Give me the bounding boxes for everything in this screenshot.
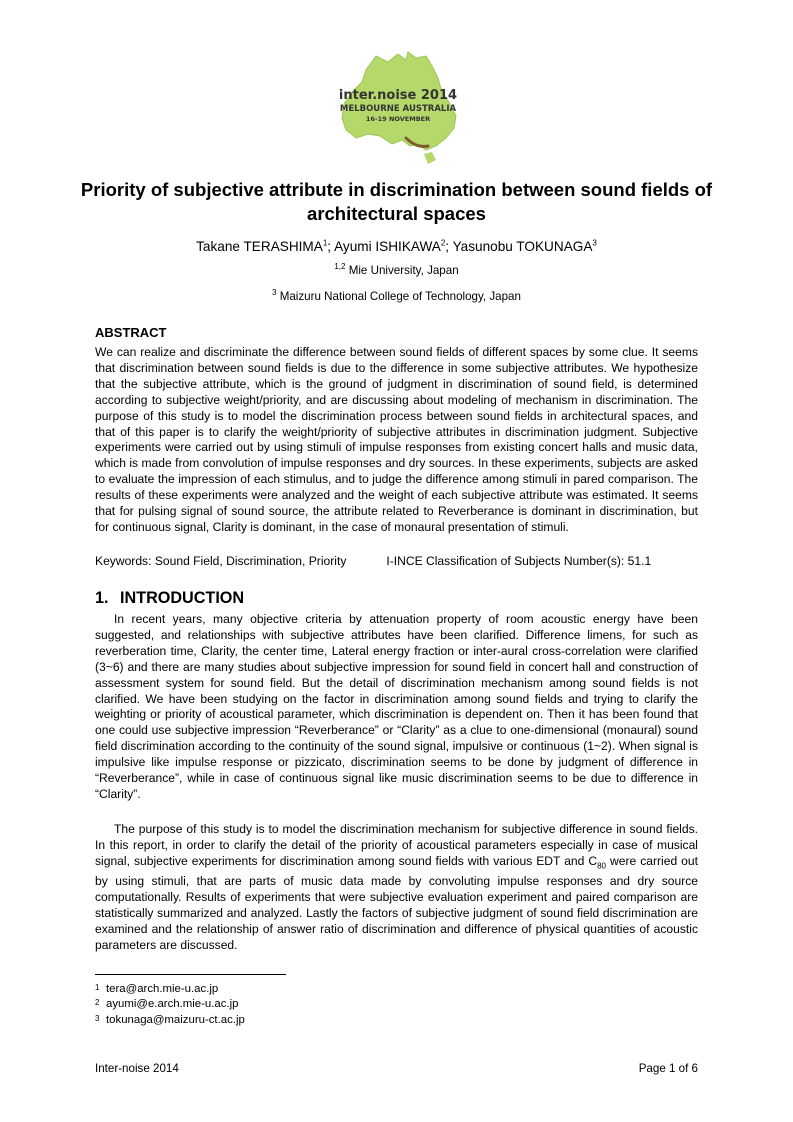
author-separator: ; xyxy=(445,239,453,254)
affiliation-mark: 3 xyxy=(272,288,277,298)
affiliation xyxy=(60,263,733,278)
author-mark: 2 xyxy=(440,238,446,248)
footnote xyxy=(95,982,245,997)
footnote xyxy=(95,997,245,1012)
author-name: Takane TERASHIMA xyxy=(196,239,323,254)
author-mark: 3 xyxy=(592,238,597,248)
logo-line3: 16-19 NOVEMBER xyxy=(365,115,431,123)
subscript: 80 xyxy=(597,861,607,871)
footer-conference: Inter-noise 2014 xyxy=(95,1062,179,1075)
footnote-email: tera@arch.mie-u.ac.jp xyxy=(106,983,219,995)
australia-map-logo-icon xyxy=(328,48,468,166)
footnote xyxy=(95,1013,245,1028)
intro-paragraph-1: In recent years, many objective criteria by attenuation property of room acoustic energy have been suggested, and relationships with subjective attributes have been clarified. Difference limens, for such as reverberation time, Clarity, the center time, Lateral energy fraction or inter-aural cross-correlation were clarified (3~6) and there are many studies about subjective impression for sound field in concert hall and construction of assessment system for sound field. But the detail of discrimination mechanism among sound fields is not clarified. We have been studying on the factor in discrimination among sound fields and trying to clarify the weighting or priority of acoustical parameter, which discrimination is dependent on. Then it has been found that one could use subjective impression “Reverberance” or “Clarity” as a clue to one-dimensional (monaural) sound field discrimination according to the continuity of the sound signal, impulsive or continuous (1~2). When signal is impulsive like impulse response or pizzicato, discrimination seems to be done by judgment of difference in “Reverberance”, while in case of continuous signal like music discrimination seems to be due to difference in “Clarity”. xyxy=(95,612,698,801)
abstract-body: We can realize and discriminate the difference between sound fields of different spaces by some clue. It seems that discrimination between sound fields is due to the difference in some subjective attributes. We hypothesize that the subjective attribute, which is the ground of judgment in discrimination of sound field, is determined according to subjective weight/priority, and are discussing about modeling of mechanism in discrimination. The purpose of this study is to model the discrimination process between sound fields in architectural spaces, and that of this paper is to clarify the weight/priority of subjective attributes in discrimination judgment. Subjective experiments were carried out by using stimuli of impulse responses from existing concert halls and music data, which is made from convolution of impulse responses and dry sources. In these experiments, subjects are asked to evaluate the impression of each stimulus, and to judge the difference among stimuli in pared comparison. The results of these experiments were analyzed and the weight of each subjective attribute was estimated. It seems that for pulsing signal of sound source, the attribute related to Reverberance is dominant in discrimination, but for continuous signal, Clarity is dominant, in the case of monaural presentation of stimuli. xyxy=(95,345,698,534)
author-name: Ayumi ISHIKAWA xyxy=(334,239,441,254)
author-list xyxy=(60,238,733,256)
footnote-email: tokunaga@maizuru-ct.ac.jp xyxy=(106,1013,245,1026)
conference-logo xyxy=(328,48,468,166)
affiliation-text: Maizuru National College of Technology, Japan xyxy=(279,290,521,303)
paragraph-text: The purpose of this study is to model the discrimination mechanism for subjective difference in sound fields. In this report, in order to clarify the detail of the priority of acoustical parameters especially in case of musical signal, subjective experiments for discrimination among sound fields with various EDT and C xyxy=(95,822,698,868)
footnote-mark: 2 xyxy=(95,998,100,1008)
author-separator: ; xyxy=(327,239,335,254)
author-mark: 1 xyxy=(322,238,328,248)
section-title: INTRODUCTION xyxy=(120,589,245,607)
affiliation xyxy=(60,289,733,304)
keywords-line xyxy=(95,554,698,570)
paper-title: Priority of subjective attribute in discrimination between sound fields of architectural spaces xyxy=(80,179,713,224)
author-name: Yasunobu TOKUNAGA xyxy=(452,239,593,254)
footnote-mark: 3 xyxy=(95,1013,100,1023)
footer-page-number: Page 1 of 6 xyxy=(638,1062,698,1075)
classification: I-INCE Classification of Subjects Number(s): 51.1 xyxy=(386,554,652,568)
abstract-heading: ABSTRACT xyxy=(95,325,167,340)
affiliation-mark: 1,2 xyxy=(334,262,346,272)
footnote-email: ayumi@e.arch.mie-u.ac.jp xyxy=(106,998,239,1011)
affiliation-text: Mie University, Japan xyxy=(348,264,459,277)
keywords: Keywords: Sound Field, Discrimination, Priority xyxy=(95,554,347,568)
section-heading xyxy=(95,589,244,608)
logo-line2: MELBOURNE AUSTRALIA xyxy=(339,104,457,114)
logo-line1: inter.noise 2014 xyxy=(338,88,458,103)
section-number: 1. xyxy=(95,589,109,607)
footnotes xyxy=(95,982,245,1028)
intro-paragraph-2 xyxy=(95,822,698,954)
paragraph-text: were carried out by using stimuli, that are parts of music data made by convoluting impulse responses and dry source computationally. Results of experiments that were subjective evaluation experiment and paired comparison are statistically summarized and analyzed. Lastly the factors of subjective judgment of sound field discrimination are examined and the relationship of answer ratio of discrimination and difference of physical quantities of acoustic parameters are discussed. xyxy=(95,853,698,952)
footnote-mark: 1 xyxy=(95,983,100,992)
footnote-divider xyxy=(95,974,286,975)
